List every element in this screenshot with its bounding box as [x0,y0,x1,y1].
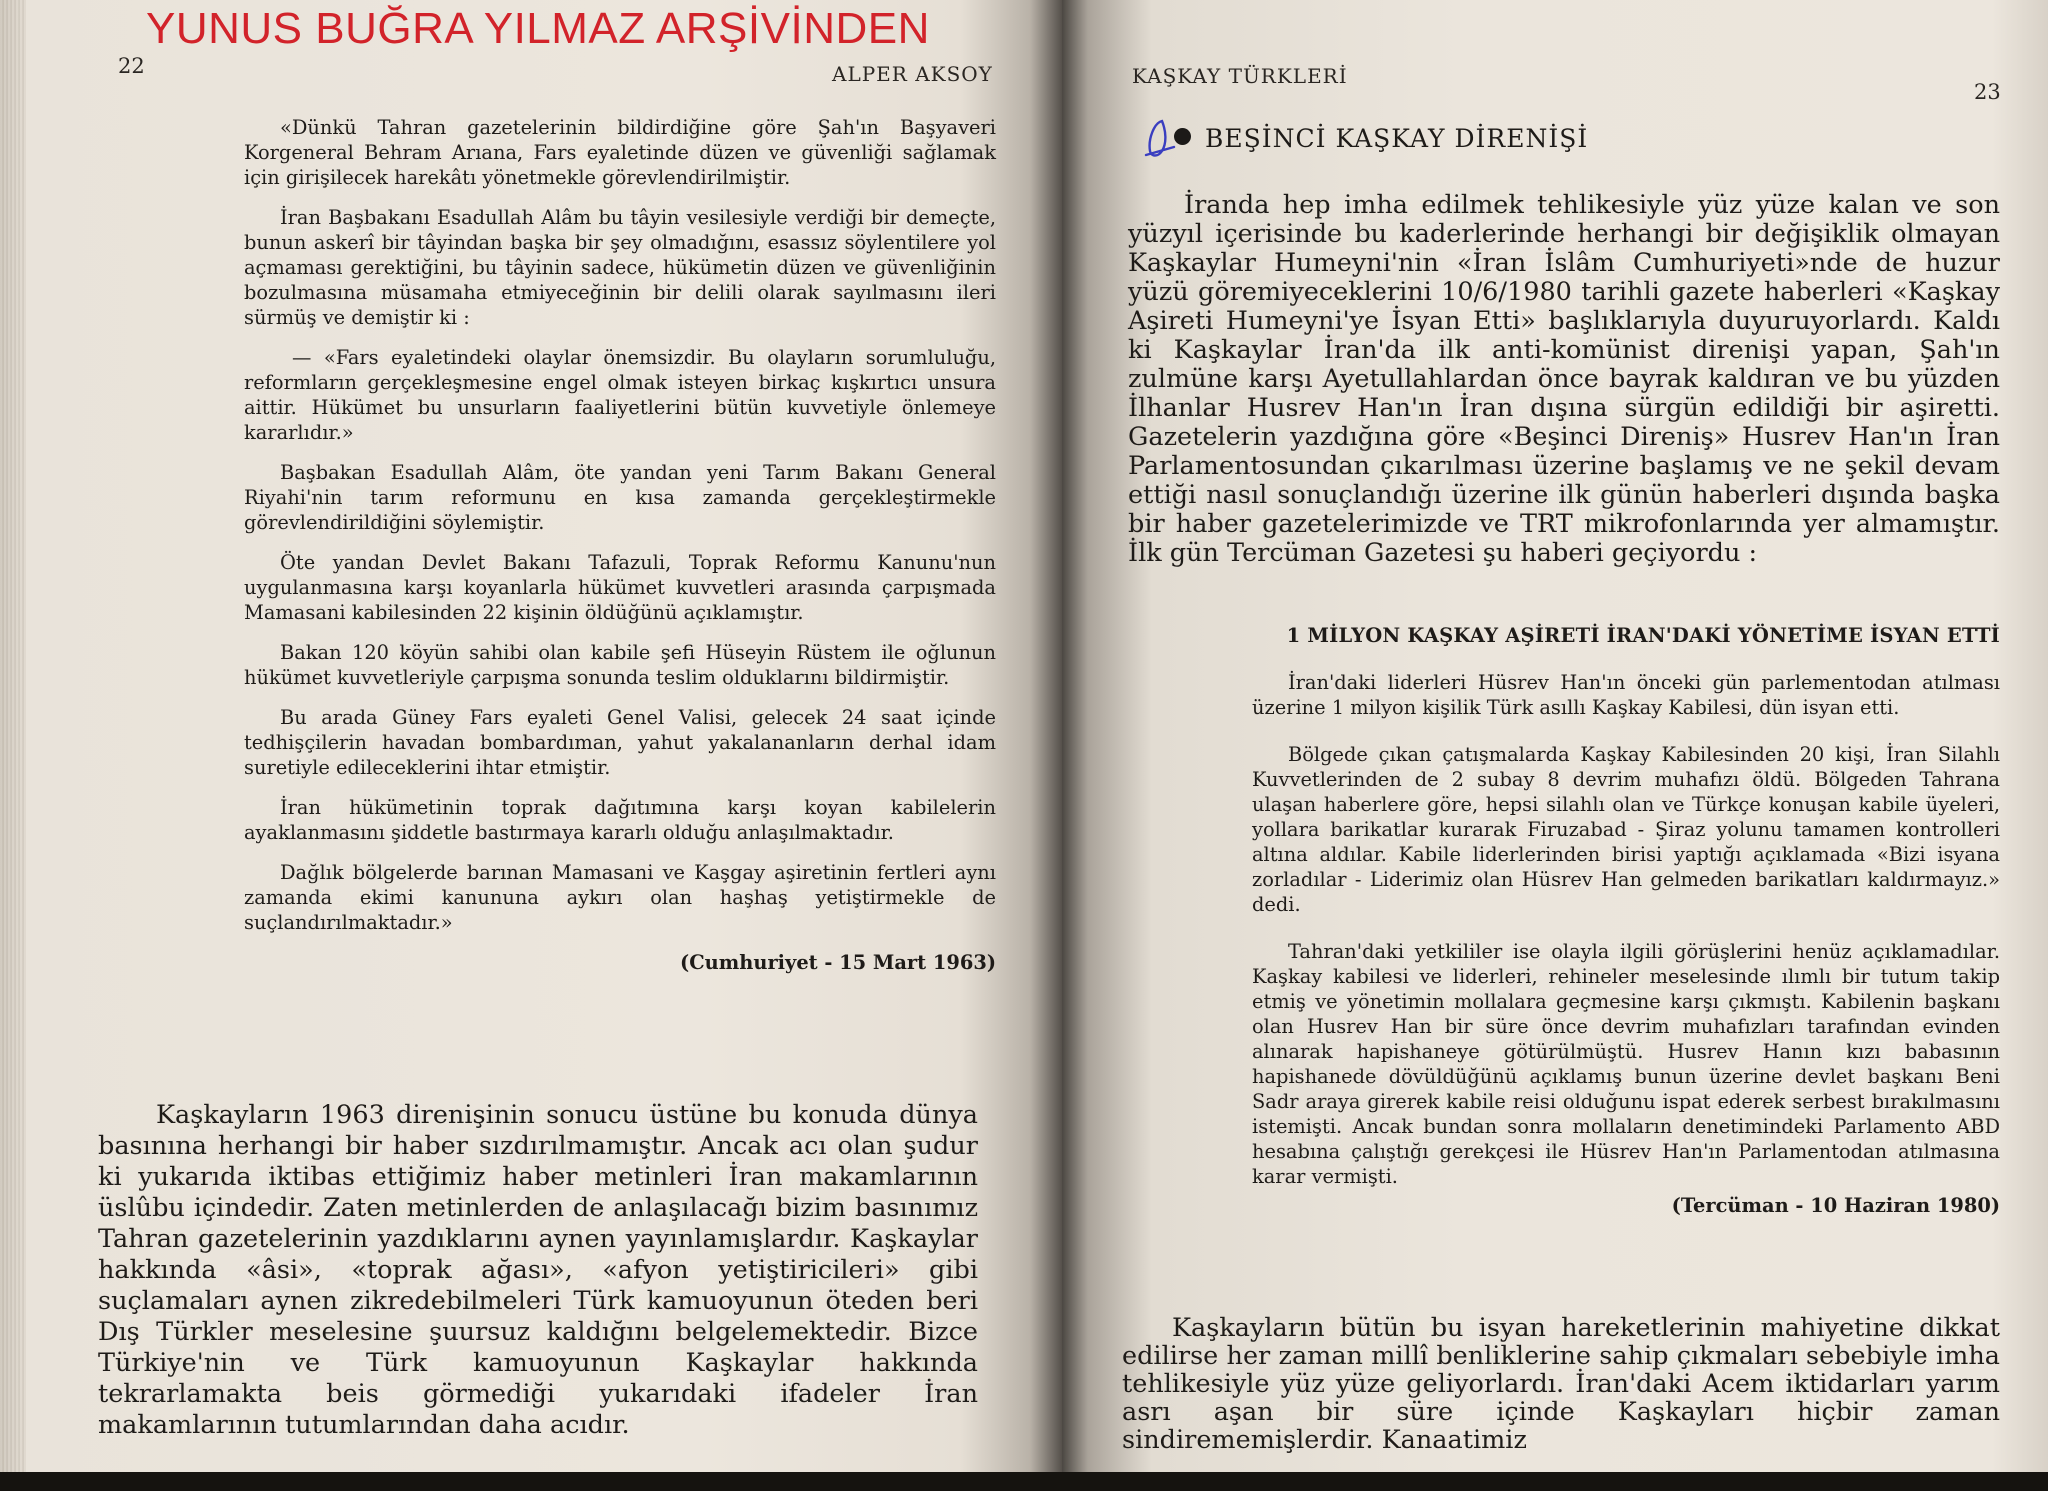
archive-watermark: YUNUS BUĞRA YILMAZ ARŞİVİNDEN [146,4,930,53]
left-page-number: 22 [118,54,145,78]
left-running-head: ALPER AKSOY [832,62,993,86]
quote-paragraph-7: Bu arada Güney Fars eyaleti Genel Valisi, gelecek 24 saat içinde tedhişçilerin havadan bombardıman, yahut yakalananların derhal idam suretiyle edileceklerini ihtar etmiştir. [244,706,996,779]
section-heading [1140,124,1588,153]
quote-paragraph-4: Başbakan Esadullah Alâm, öte yandan yeni Tarım Bakanı General Riyahi'nin tarım reformunu en kısa zamanda gerçekleştirmekle görevlendirildiğini söylemiştir. [244,461,996,534]
news-quote-block [1252,670,2000,1218]
intro-paragraph: İranda hep imha edilmek tehlikesiyle yüz yüze kalan ve son yüzyıl içerisinde bu kaderlerinde herhangi bir değişiklik olmayan Kaşkaylar Humeyni'nin «İran İslâm Cumhuriyeti»nde de huzur yüzü göremiyeceklerini 10/6/1980 tarihli gazete haberleri «Kaşkay Aşireti Humeyni'ye İsyan Etti» başlıklarıyla duyuruyorlardı. Kaldı ki Kaşkaylar İran'da ilk anti-komünist direnişi yapan, Şah'ın zulmüne karşı Ayetullahlardan önce bayrak kaldıran ve bu yüzden İlhanlar Husrev Han'ın İran dışına sürgün edildiği bir aşiretti. Gazetelerin yazdığına göre «Beşinci Direniş» Husrev Han'ın İran Parlamentosundan çıkarılması üzerine başlamış ve ne şekil devam ettiği nasıl sonuçlandığı üzerine ilk günün haberleri dışında başka bir haber gazetelerimizde ve TRT mikrofonlarında yer almamıştır. İlk gün Tercüman Gazetesi şu haberi geçiyordu : [1128,190,2000,568]
right-closing-text [1122,1314,2000,1454]
news-source: (Tercüman - 10 Haziran 1980) [1671,1194,2000,1217]
section-title: BEŞİNCİ KAŞKAY DİRENİŞİ [1205,124,1589,153]
quote-paragraph-6: Bakan 120 köyün sahibi olan kabile şefi Hüseyin Rüstem ile oğlunun hükümet kuvvetleriyle çarpışma sonunda teslim olduklarını bildirmiştir. [244,641,996,689]
quote-paragraph-3: — «Fars eyaletindeki olaylar önemsizdir. Bu olayların sorumluluğu, reformların gerçekleşmesine engel olmak isteyen birkaç kışkırtıcı unsura aittir. Hükümet bu unsurların faaliyetlerini bütün kuvvetiyle önlemeye kararlıdır.» [244,346,996,444]
news-paragraph-2: Bölgede çıkan çatışmalarda Kaşkay Kabilesinden 20 kişi, İran Silahlı Kuvvetlerinden de 2 subay 8 devrim muhafızı öldü. Bölgeden Tahrana ulaşan haberlere göre, hepsi silahlı olan ve Türkçe konuşan kabile üyeleri, yollara barikatlar kurarak Firuzabad - Şiraz yolunu tamamen kontrolleri altına aldılar. Kabile liderlerinden birisi yaptığı açıklamada «Bizi isyana zorladılar - Liderimiz olan Hüsrev Han gelmeden barikatları kaldırmayız.» dedi. [1252,743,2000,916]
right-page-number: 23 [1974,80,2001,104]
closing-paragraph: Kaşkayların bütün bu isyan hareketlerinin mahiyetine dikkat edilirse her zaman millî benliklerine sahip çıkmaları sebebiyle imha tehlikesiyle yüz yüze geliyorlardı. İran'daki Acem iktidarları yarım asrı aşan bir süre içinde Kaşkayları hiçbir zaman sindirememişlerdir. Kanaatimiz [1122,1313,2000,1455]
news-paragraph-3: Tahran'daki yetkililer ise olayla ilgili görüşlerini henüz açıklamadılar. Kaşkay kabilesi ve liderleri, rehineler meselesinde ılımlı bir tutum takip etmiş ve yönetimin mollalara geçmesine karşı çıkmıştı. Kabilenin başkanı olan Husrev Han bir süre önce devrim muhafızları tarafından evinden alınarak hapishaneye götürülmüştü. Husrev Hanın kızı babasının hapishanede dövüldüğünü açıklamış bunun üzerine devlet başkanı Beni Sadr araya girerek kabile reisi olduğunu ispat ederek serbest bırakılmasını istemişti. Ancak bundan sonra mollaların denetimindeki Parlamento ABD hesabına çalıştığı gerekçesi ile Hüsrev Han'ın Parlamentodan atılmasına karar vermişti. [1252,940,2000,1188]
quote-paragraph-1: «Dünkü Tahran gazetelerinin bildirdiğine göre Şah'ın Başyaveri Korgeneral Behram Arıana, Fars eyaletinde düzen ve güvenliği sağlamak için girişilecek harekâtı yönetmekle görevlendirilmiştir. [244,116,996,189]
quote-paragraph-8: İran hükümetinin toprak dağıtımına karşı koyan kabilelerin ayaklanmasını şiddetle bastırmaya kararlı olduğu anlaşılmaktadır. [244,796,996,844]
news-headline: 1 MİLYON KAŞKAY AŞİRETİ İRAN'DAKİ YÖNETİME İSYAN ETTİ [1286,624,2000,647]
bullet-icon [1174,128,1191,145]
page-edge-stack [0,0,26,1480]
news-paragraph-1: İran'daki liderleri Hüsrev Han'ın önceki gün parlementodan atılması üzerine 1 milyon kişilik Türk asıllı Kaşkay Kabilesi, dün isyan etti. [1252,671,2000,719]
quote-paragraph-5: Öte yandan Devlet Bakanı Tafazuli, Toprak Reformu Kanunu'nun uygulanmasına karşı koyanlarla hükümet kuvvetleri arasında çarpışmada Mamasani kabilesinden 22 kişinin öldüğünü açıklamıştır. [244,551,996,624]
left-body-text [98,1100,978,1441]
right-running-head: KAŞKAY TÜRKLERİ [1132,64,1348,88]
quote-paragraph-2: İran Başbakanı Esadullah Alâm bu tâyin vesilesiyle verdiği bir demeçte, bunun askerî bir tâyindan başka bir şey olmadığını, esassız söylentilere yol açmaması gerektiğini, bu tâyinin sadece, hükümetin düzen ve güvenliğinin bozulmasına müsamaha etmiyeceğinin bir delili olarak sayılmasını ileri sürmüş ve demiştir ki : [244,206,996,329]
left-quote-block [244,115,996,975]
quote-source: (Cumhuriyet - 15 Mart 1963) [680,951,996,974]
quote-paragraph-9: Dağlık bölgelerde barınan Mamasani ve Kaşgay aşiretinin fertleri aynı zamanda ekimi kanununa aykırı olan haşhaş yetiştirmekle de suçlandırılmaktadır.» [244,861,996,934]
right-intro-text [1128,191,2000,568]
body-paragraph: Kaşkayların 1963 direnişinin sonucu üstüne bu konuda dünya basınına herhangi bir haber sızdırılmamıştır. Ancak acı olan şudur ki yukarıda iktibas ettiğimiz haber metinleri İran makamlarının üslûbu içindedir. Zaten metinlerden de anlaşılacağı bizim basınımız Tahran gazetelerinin yazdıklarını aynen yayınlamışlardır. Kaşkaylar hakkında «âsi», «toprak ağası», «afyon yetiştiricileri» gibi suçlamaları aynen zikredebilmeleri Türk kamuoyunun öteden beri Dış Türkler meselesine şuursuz kaldığını belgelemektedir. Bizce Türkiye'nin ve Türk kamuoyunun Kaşkaylar hakkında tekrarlamakta beis görmediği yukarıdaki ifadeler İran makamlarının tutumlarından daha acıdır. [98,1100,978,1440]
page-bottom-shadow [0,1472,2048,1491]
